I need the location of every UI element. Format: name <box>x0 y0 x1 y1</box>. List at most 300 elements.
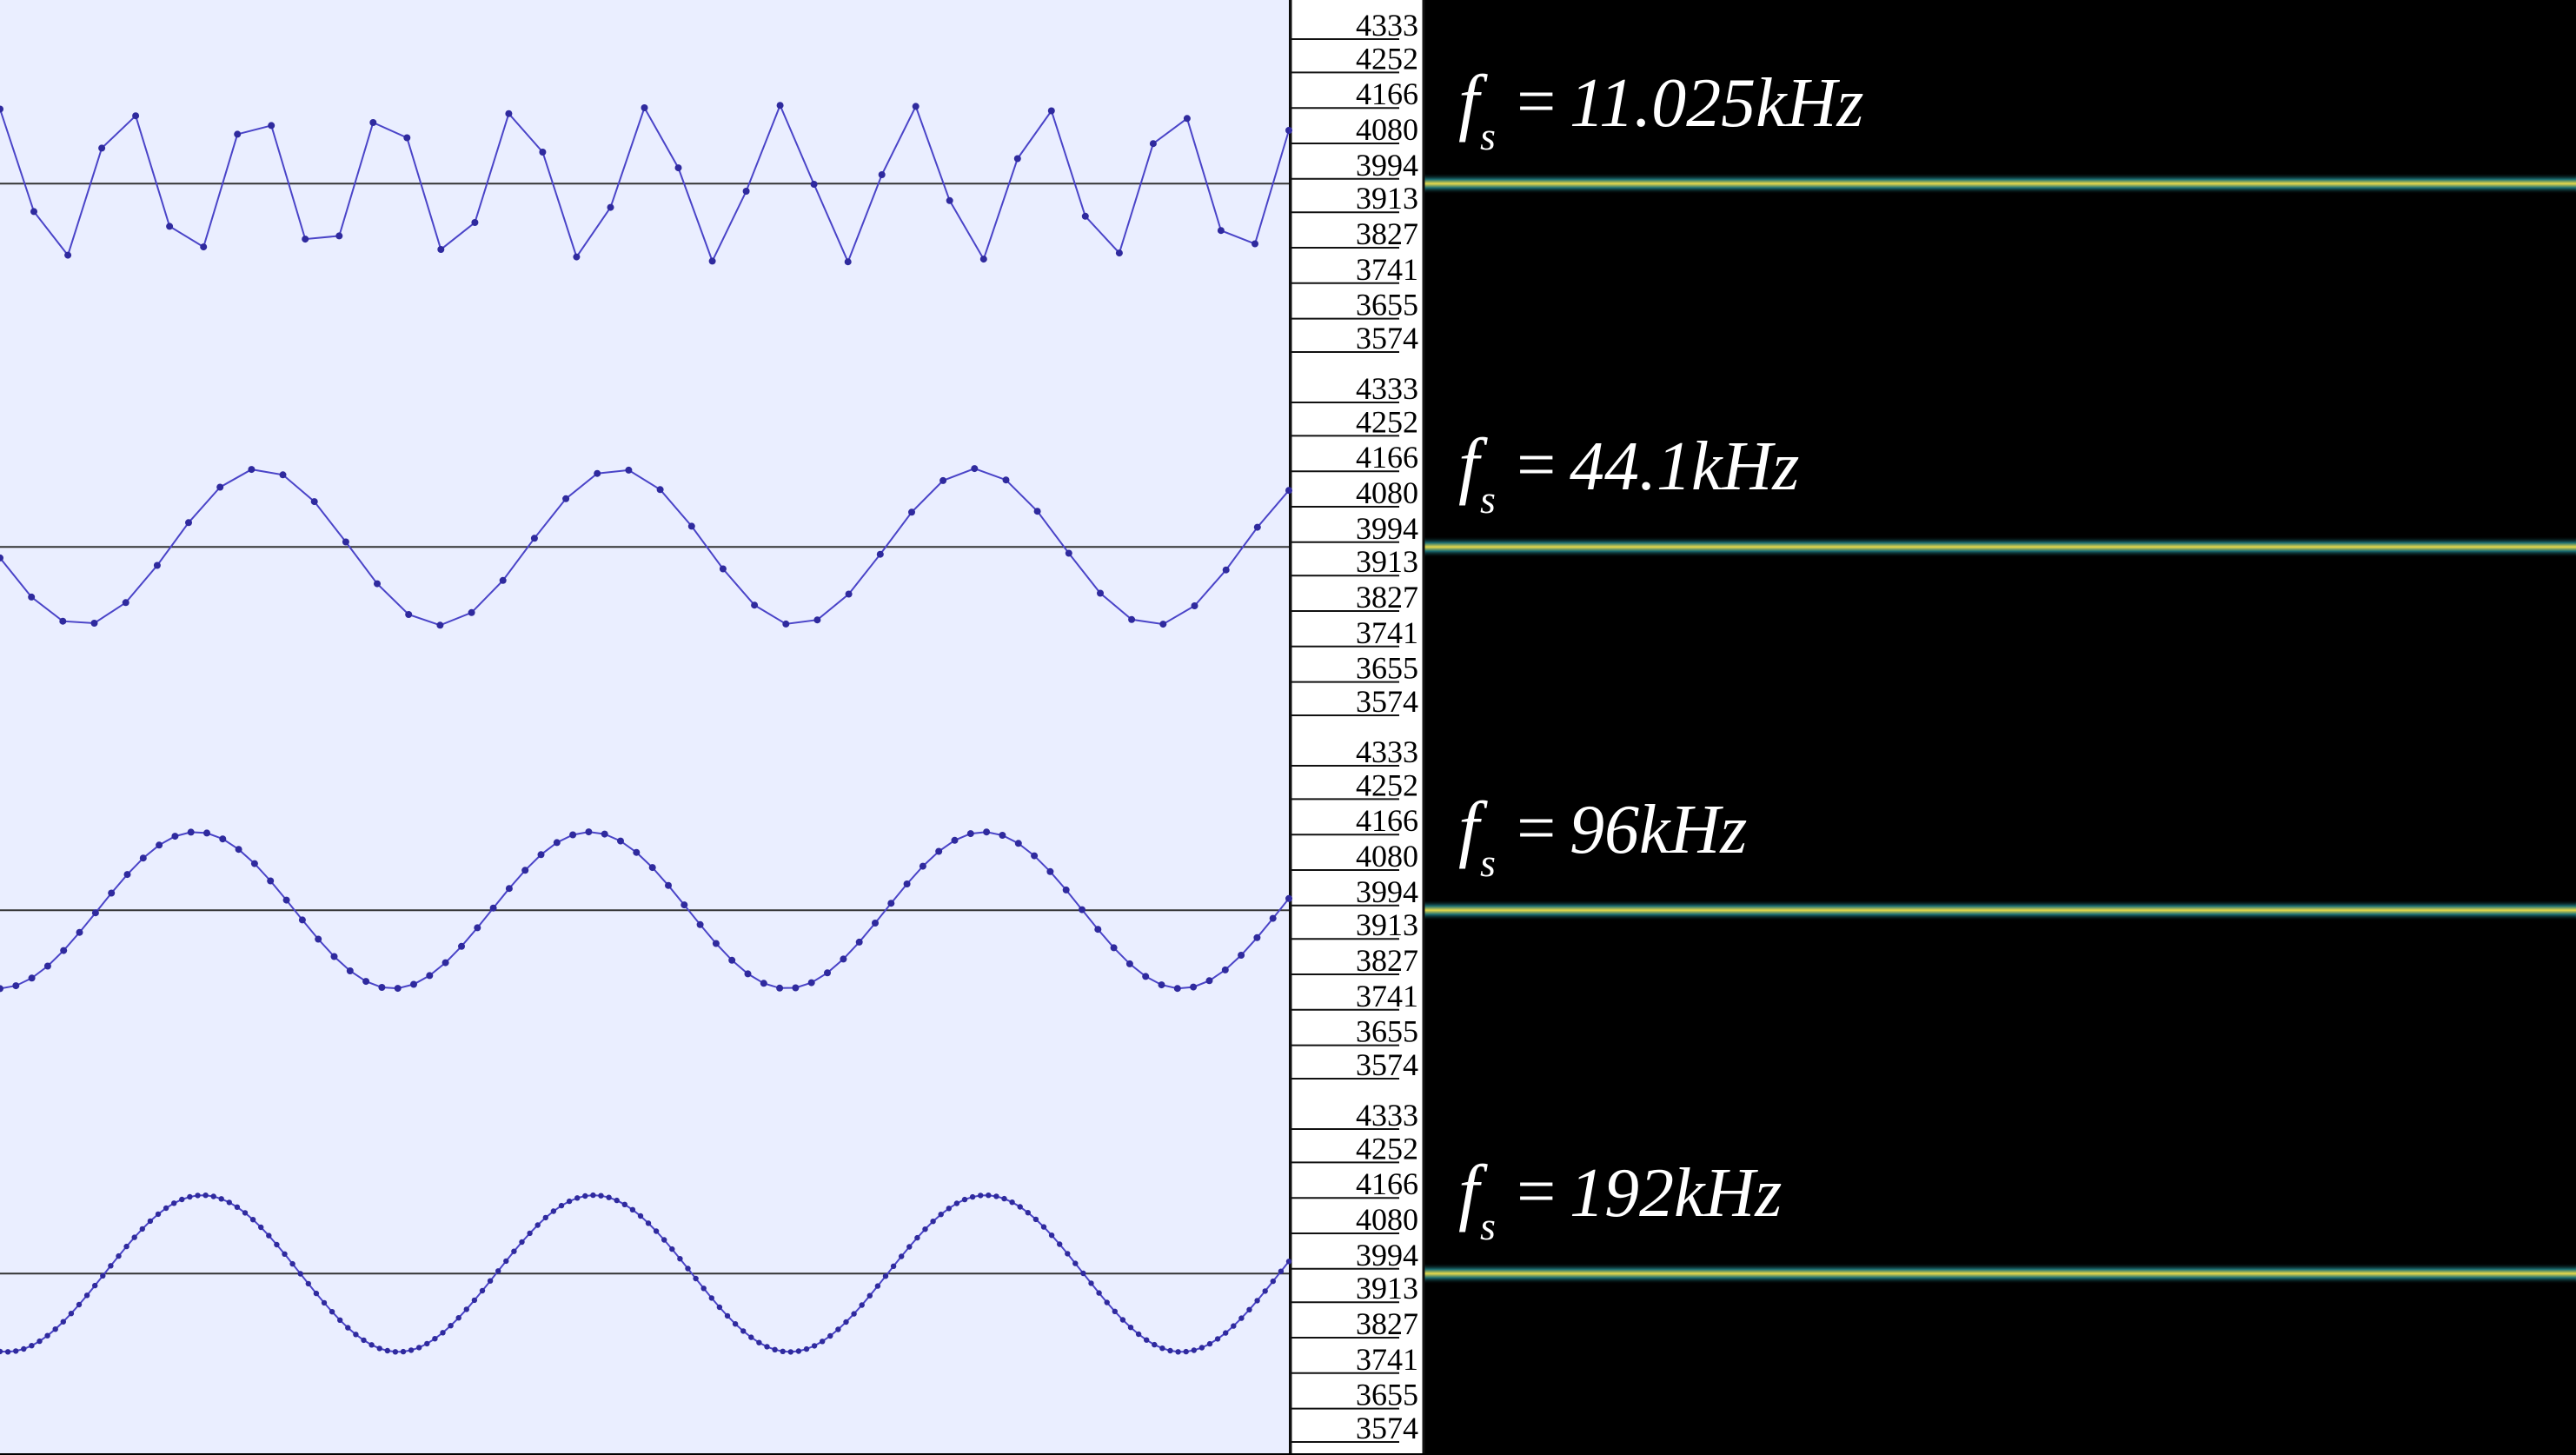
y-tick-label: 3913 <box>1356 181 1418 216</box>
sample-point <box>432 1336 437 1341</box>
y-tick-label: 3913 <box>1356 1271 1418 1306</box>
sample-point <box>946 1206 952 1211</box>
rate-equals: = <box>1512 1153 1559 1230</box>
sample-point <box>1190 984 1197 991</box>
sample-point <box>166 223 173 229</box>
sample-point <box>179 1197 184 1202</box>
sample-point <box>922 1226 927 1232</box>
sample-point <box>625 467 632 474</box>
sample-point <box>1079 907 1086 914</box>
sample-point <box>554 839 561 846</box>
sample-point <box>385 1348 390 1353</box>
sample-point <box>1136 1332 1141 1337</box>
sample-point <box>1018 1204 1023 1209</box>
sample-point <box>211 1193 216 1199</box>
sample-point <box>535 1222 541 1227</box>
sample-point <box>914 1235 920 1240</box>
sample-point <box>1223 1330 1228 1335</box>
sample-point <box>442 960 449 967</box>
sample-point <box>617 838 624 845</box>
y-tick-label: 3655 <box>1356 287 1418 322</box>
sample-point <box>353 1332 358 1337</box>
sample-point <box>1254 1298 1259 1303</box>
sample-point <box>1285 895 1292 902</box>
sample-point <box>426 972 433 979</box>
y-tick-label: 3574 <box>1356 321 1418 356</box>
sample-point <box>195 1193 200 1198</box>
sample-point <box>559 1203 564 1208</box>
waveform-area <box>0 363 1289 727</box>
sample-point <box>970 1194 975 1199</box>
sample-point <box>250 1217 256 1222</box>
sample-point <box>471 219 478 226</box>
sample-point <box>124 871 131 878</box>
sample-point <box>1026 1210 1031 1215</box>
sample-point <box>725 1313 730 1319</box>
sample-point <box>289 1261 295 1266</box>
sample-point <box>132 1234 137 1239</box>
sample-point <box>274 1242 279 1247</box>
sample-point <box>657 486 664 493</box>
sample-point <box>531 535 538 541</box>
sample-point <box>760 980 767 987</box>
sample-point <box>1270 915 1277 922</box>
sample-point <box>782 621 789 628</box>
sample-point <box>1192 1347 1197 1352</box>
sample-point <box>298 1271 303 1276</box>
y-tick-label: 3655 <box>1356 650 1418 686</box>
sample-point <box>891 1264 896 1269</box>
sample-point <box>569 832 576 839</box>
sample-point <box>939 1212 944 1217</box>
sample-point <box>899 1253 904 1259</box>
sample-point <box>740 1328 746 1333</box>
sample-point <box>29 1343 34 1348</box>
sample-point <box>1218 227 1225 234</box>
sample-point <box>1041 1224 1046 1229</box>
spectrum-line <box>1425 173 2576 194</box>
sample-point <box>456 1315 461 1320</box>
sample-point <box>267 878 274 885</box>
sample-point <box>28 594 35 601</box>
sample-point <box>1126 960 1133 967</box>
sample-point <box>377 1345 382 1351</box>
sample-point <box>677 1256 682 1261</box>
sample-point <box>1097 590 1104 597</box>
sample-point <box>185 519 192 526</box>
sample-point <box>236 846 242 853</box>
sample-point <box>464 1306 469 1312</box>
sample-point <box>1184 115 1191 122</box>
sample-point <box>361 1338 366 1343</box>
sample-point <box>665 882 672 889</box>
sample-point <box>835 1326 840 1332</box>
sample-point <box>745 970 752 977</box>
sample-point <box>61 1319 66 1325</box>
sample-point <box>675 164 682 171</box>
sample-point <box>796 1348 801 1353</box>
y-tick-label: 3913 <box>1356 907 1418 943</box>
sample-point <box>1238 1315 1244 1320</box>
sample-point <box>728 957 735 964</box>
sample-point <box>331 953 338 960</box>
sample-point <box>100 1273 105 1279</box>
y-tick-label: 4080 <box>1356 111 1418 147</box>
sample-point <box>717 1305 722 1310</box>
y-tick-label: 3994 <box>1356 1237 1418 1272</box>
sample-point <box>251 860 258 867</box>
sample-point <box>1184 1349 1189 1354</box>
sample-point <box>701 1286 707 1291</box>
y-tick-label: 3827 <box>1356 943 1418 979</box>
sample-point <box>685 1266 690 1271</box>
y-tick-label: 3655 <box>1356 1013 1418 1049</box>
sample-point <box>1111 944 1118 951</box>
sample-point <box>1167 1348 1172 1353</box>
sample-point <box>952 837 959 844</box>
sample-point <box>1096 1290 1101 1295</box>
sample-point <box>337 1318 342 1323</box>
sample-point <box>720 566 727 573</box>
sample-point <box>302 236 309 242</box>
sample-point <box>1031 853 1038 860</box>
sample-point <box>1159 1345 1165 1351</box>
sample-point <box>1246 1307 1251 1312</box>
sample-point <box>813 616 820 623</box>
sample-point <box>693 1276 698 1281</box>
sample-point <box>999 832 1006 839</box>
sample-point <box>1206 977 1213 984</box>
sample-point <box>60 947 67 954</box>
sample-point <box>335 232 342 239</box>
sample-point <box>13 1348 18 1353</box>
sample-point <box>574 1195 580 1200</box>
y-tick-label: 3994 <box>1356 874 1418 909</box>
y-tick-label: 4333 <box>1356 370 1418 406</box>
sample-point <box>633 849 640 856</box>
rate-equals: = <box>1512 427 1559 503</box>
y-tick-label: 3574 <box>1356 1047 1418 1083</box>
sample-point <box>500 577 507 584</box>
rate-equals: = <box>1512 790 1559 867</box>
sample-point <box>1152 1342 1157 1347</box>
sample-point <box>268 122 275 129</box>
sample-point <box>315 936 322 943</box>
sample-point <box>154 562 161 569</box>
rate-equals: = <box>1512 63 1559 140</box>
sample-point <box>614 1198 620 1203</box>
sample-point <box>688 522 695 529</box>
sample-point <box>362 978 369 985</box>
sample-point <box>76 1302 82 1307</box>
sample-point <box>1231 1323 1236 1328</box>
sample-point <box>140 1226 145 1232</box>
y-tick-label: 4166 <box>1356 76 1418 112</box>
sample-point <box>306 1281 311 1286</box>
waveform-area <box>0 1090 1289 1453</box>
sample-point <box>203 829 210 836</box>
sample-point <box>585 828 592 835</box>
sample-point <box>314 1291 319 1296</box>
sample-point <box>764 1344 769 1349</box>
sample-point <box>804 1346 809 1352</box>
rate-value: 96kHz <box>1570 792 1748 868</box>
sample-point <box>1159 621 1166 628</box>
sample-point <box>1033 1217 1039 1222</box>
sample-point <box>851 1311 856 1316</box>
sample-point <box>824 969 831 976</box>
sample-point <box>935 848 942 855</box>
sample-point <box>242 1210 248 1215</box>
rate-subscript: s <box>1480 840 1496 885</box>
sample-point <box>811 181 818 188</box>
sample-point <box>171 1200 176 1206</box>
sample-point <box>638 1213 643 1219</box>
sample-point <box>480 1288 485 1293</box>
sample-point <box>235 1205 240 1210</box>
sample-point <box>1222 967 1229 973</box>
rate-symbol: f <box>1458 59 1479 143</box>
sample-point <box>776 985 783 992</box>
sample-point <box>582 1193 588 1199</box>
sample-point <box>887 900 894 907</box>
sample-point <box>187 1194 192 1199</box>
sample-point <box>709 1295 714 1300</box>
sample-point <box>1116 249 1123 256</box>
sample-point <box>590 1193 595 1198</box>
sample-point <box>1174 985 1181 992</box>
sample-point <box>163 1206 169 1211</box>
sample-point <box>843 1319 848 1325</box>
y-tick-label: 4080 <box>1356 475 1418 510</box>
sample-point <box>369 119 376 126</box>
sample-point <box>709 257 716 264</box>
sample-point <box>416 1345 422 1350</box>
sample-point <box>920 863 926 870</box>
sample-point <box>202 1193 208 1198</box>
sample-point <box>856 939 863 946</box>
sample-point <box>148 1219 153 1224</box>
sample-point <box>448 1323 453 1328</box>
waveform-area <box>0 727 1289 1090</box>
sample-point <box>322 1300 327 1306</box>
sample-point <box>860 1302 865 1307</box>
sample-point <box>393 1349 398 1354</box>
sample-point <box>1192 602 1198 609</box>
sample-point <box>1049 1232 1054 1238</box>
sample-point <box>697 921 704 928</box>
sample-point <box>44 1333 50 1339</box>
y-tick-label: 3741 <box>1356 251 1418 287</box>
sample-point <box>879 171 886 178</box>
sample-point <box>403 135 410 142</box>
sample-point <box>756 1340 761 1345</box>
spectrum-line <box>1425 1263 2576 1284</box>
sample-point <box>495 1268 501 1273</box>
sample-point <box>1001 1196 1006 1201</box>
sample-point <box>116 1253 121 1259</box>
sample-point <box>594 470 601 477</box>
sample-point <box>1057 1241 1062 1246</box>
sample-point <box>1009 1199 1014 1205</box>
sample-point <box>1175 1349 1180 1354</box>
sample-point <box>64 252 71 259</box>
sample-point <box>1003 476 1010 483</box>
rate-value: 11.025kHz <box>1570 65 1864 142</box>
sample-point <box>1072 1260 1078 1266</box>
sample-point <box>266 1232 271 1238</box>
sample-point <box>511 1249 516 1254</box>
y-tick-label: 3827 <box>1356 216 1418 252</box>
sample-point <box>408 1347 414 1352</box>
sample-point <box>598 1193 603 1199</box>
sample-point <box>846 591 853 598</box>
sample-point <box>1251 241 1258 248</box>
sample-point <box>751 601 758 608</box>
sample-point <box>410 981 417 988</box>
y-tick-label: 3994 <box>1356 510 1418 546</box>
y-tick-label: 4333 <box>1356 7 1418 43</box>
sample-point <box>780 1349 786 1354</box>
y-tick-label: 3741 <box>1356 1341 1418 1377</box>
sample-point <box>681 901 687 908</box>
sample-point <box>1128 1325 1133 1330</box>
sample-point <box>641 104 648 111</box>
sample-point <box>983 828 990 835</box>
sample-point <box>567 1199 572 1204</box>
sample-point <box>954 1200 959 1206</box>
sample-point <box>946 197 953 204</box>
sample-point <box>1253 934 1260 941</box>
y-tick-label: 4252 <box>1356 1131 1418 1166</box>
sample-point <box>1082 213 1089 220</box>
y-tick-label: 4333 <box>1356 734 1418 769</box>
y-tick-label: 3655 <box>1356 1377 1418 1412</box>
sample-point <box>108 1263 113 1268</box>
sample-point <box>1144 1338 1149 1343</box>
sample-point <box>1063 887 1070 894</box>
sample-point <box>1215 1336 1220 1341</box>
sample-point <box>792 985 799 992</box>
sample-point <box>329 1309 335 1314</box>
rate-subscript: s <box>1480 477 1496 522</box>
sample-point <box>156 1212 161 1217</box>
rate-value: 44.1kHz <box>1570 429 1800 505</box>
sample-point <box>424 1341 429 1346</box>
sample-point <box>1066 550 1072 557</box>
sample-point <box>91 620 98 627</box>
sample-point <box>248 466 255 473</box>
y-tick-label: 4080 <box>1356 838 1418 874</box>
sample-point <box>1112 1309 1118 1314</box>
sample-point <box>132 112 139 119</box>
sample-point <box>601 831 608 838</box>
waveform-area <box>0 0 1289 363</box>
sample-point <box>69 1311 74 1316</box>
sample-point <box>505 110 512 117</box>
sample-point <box>395 985 402 992</box>
y-tick-label: 4166 <box>1356 803 1418 839</box>
sample-point <box>827 1333 833 1339</box>
sample-point <box>458 943 465 950</box>
sample-point <box>140 854 147 861</box>
sample-point <box>820 1339 825 1344</box>
sample-point <box>622 1202 627 1207</box>
sample-point <box>200 243 207 250</box>
sample-point <box>123 1244 129 1249</box>
sample-point <box>468 609 475 616</box>
sample-point <box>646 1220 651 1226</box>
sample-point <box>573 254 580 261</box>
sample-point <box>29 974 36 981</box>
sample-point <box>1254 524 1261 531</box>
sample-point <box>993 1193 999 1199</box>
sample-point <box>669 1246 674 1252</box>
sample-point <box>1285 487 1292 494</box>
sample-point <box>53 1326 58 1332</box>
sample-point <box>913 103 920 110</box>
sample-point <box>108 890 115 897</box>
sample-point <box>1263 1288 1268 1293</box>
sample-point <box>986 1193 991 1198</box>
sample-point <box>283 897 290 904</box>
sample-point <box>234 130 241 137</box>
rate-symbol: f <box>1458 422 1479 506</box>
sample-point <box>1150 140 1157 147</box>
sample-point <box>1142 973 1149 980</box>
sample-point <box>156 841 163 848</box>
sample-point <box>299 916 306 923</box>
sample-point <box>44 963 51 970</box>
sample-point <box>539 149 546 156</box>
sample-point <box>788 1349 793 1354</box>
sample-point <box>978 1193 983 1198</box>
sample-point <box>227 1199 232 1205</box>
sample-point <box>1159 981 1165 988</box>
sample-point <box>980 256 987 262</box>
sample-point <box>21 1346 26 1352</box>
rate-value: 192kHz <box>1570 1155 1783 1232</box>
sample-point <box>258 1225 263 1230</box>
sample-point <box>405 611 412 618</box>
sample-point <box>84 1292 90 1298</box>
sample-point <box>543 1215 548 1220</box>
sample-point <box>1223 567 1230 574</box>
sample-point <box>521 867 528 874</box>
sample-point <box>1286 1259 1291 1264</box>
sample-point <box>527 1231 532 1236</box>
sample-point <box>607 204 614 211</box>
sample-point <box>1238 952 1245 959</box>
sample-point <box>875 1283 880 1288</box>
sample-point <box>1015 840 1022 847</box>
sample-point <box>1199 1345 1205 1350</box>
sample-point <box>649 864 656 871</box>
y-tick-label: 3574 <box>1356 1411 1418 1446</box>
sample-point <box>630 1207 635 1212</box>
sample-point <box>930 1219 935 1224</box>
y-tick-label: 4252 <box>1356 404 1418 440</box>
sample-point <box>1271 1279 1276 1284</box>
sample-point <box>219 1196 224 1201</box>
sample-point <box>1048 108 1055 115</box>
sample-point <box>378 984 385 991</box>
sample-point <box>311 498 318 505</box>
spectrum-line <box>1425 900 2576 920</box>
sample-point <box>971 465 978 472</box>
sample-point <box>216 484 223 491</box>
sample-point <box>12 982 19 989</box>
